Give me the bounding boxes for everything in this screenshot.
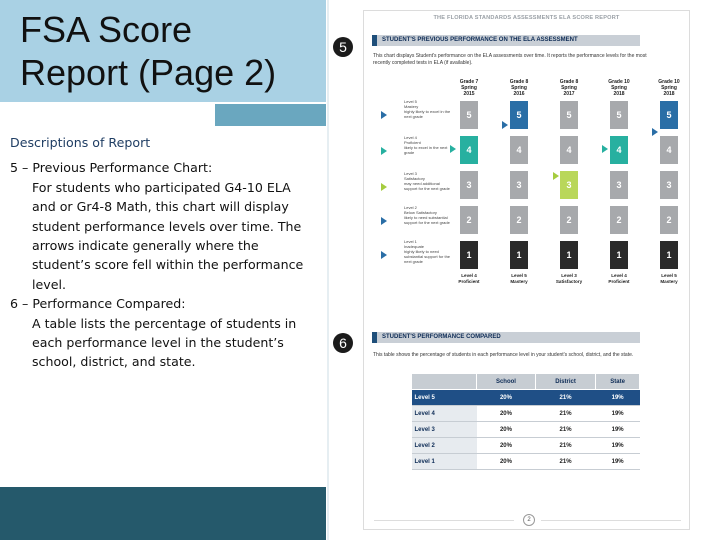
col-head-3: Grade 8 Spring 2017 xyxy=(559,79,579,97)
cell-c3-l1: 1 xyxy=(560,241,578,269)
table-row: Level 2 20% 21% 19% xyxy=(412,438,640,454)
marker-icon-c3 xyxy=(553,172,559,180)
item6-heading: 6 – Performance Compared: xyxy=(10,296,186,312)
col-district: District xyxy=(535,374,595,390)
slide-title xyxy=(20,8,276,94)
item5-text: For students who participated G4-10 ELA and or Gr4-8 Math, this chart will display student performance levels over time. The arrows indicate generally where the student’s score fell within the performance level. xyxy=(32,179,304,292)
cell-c2-l4: 4 xyxy=(510,136,528,164)
section6-badge: 6 xyxy=(333,333,353,353)
cell-c3-l5: 5 xyxy=(560,101,578,129)
arrow-icon-level2 xyxy=(381,217,387,225)
section5-title-bar xyxy=(372,35,640,46)
footer-c1: Level 4 Proficient xyxy=(458,273,480,284)
cell-c1-l4: 4 xyxy=(460,136,478,164)
table-header-row xyxy=(412,374,640,390)
performance-compared-table xyxy=(411,373,640,470)
cell-c4-l5: 5 xyxy=(610,101,628,129)
cell-c4-l4: 4 xyxy=(610,136,628,164)
cell-c1-l1: 1 xyxy=(460,241,478,269)
section6-title: STUDENT'S PERFORMANCE COMPARED xyxy=(382,334,501,340)
divider xyxy=(327,0,329,540)
cell-c5-l1: 1 xyxy=(660,241,678,269)
title-panel xyxy=(0,0,326,102)
cell-c2-l5: 5 xyxy=(510,101,528,129)
cell-c2-l3: 3 xyxy=(510,171,528,199)
footer-c4: Level 4 Proficient xyxy=(608,273,630,284)
score-report-page xyxy=(363,10,690,530)
arrow-icon-level4 xyxy=(381,147,387,155)
level2-label: Level 2 Below Satisfactory likely to need substantial support for the next grade xyxy=(404,205,450,225)
cell-c2-l2: 2 xyxy=(510,206,528,234)
cell-c1-l3: 3 xyxy=(460,171,478,199)
col-school: School xyxy=(477,374,536,390)
col-head-1: Grade 7 Spring 2015 xyxy=(459,79,479,97)
cell-c4-l3: 3 xyxy=(610,171,628,199)
cell-c5-l5: 5 xyxy=(660,101,678,129)
section6-title-bar xyxy=(372,332,640,343)
cell-c2-l1: 1 xyxy=(510,241,528,269)
marker-icon-c2 xyxy=(502,121,508,129)
marker-icon-c4 xyxy=(602,145,608,153)
level1-label: Level 1 Inadequate highly likely to need substantial support for the next grade xyxy=(404,239,451,264)
item5-heading: 5 – Previous Performance Chart: xyxy=(10,160,213,176)
cell-c3-l4: 4 xyxy=(560,136,578,164)
cell-c5-l2: 2 xyxy=(660,206,678,234)
col-head-5: Grade 10 Spring 2018 xyxy=(658,79,680,97)
cell-c1-l2: 2 xyxy=(460,206,478,234)
cell-c5-l3: 3 xyxy=(660,171,678,199)
footer-bar xyxy=(0,487,326,540)
cell-c3-l3: 3 xyxy=(560,171,578,199)
slide-title-line1: FSA Score xyxy=(20,9,193,50)
section6-description: This table shows the percentage of students in each performance level in your student's school, district, and the state. xyxy=(373,352,634,358)
cell-c1-l5: 5 xyxy=(460,101,478,129)
section5-badge: 5 xyxy=(333,37,353,57)
section5-description: This chart displays Student's performance on the ELA assessments over time. It reports the performance levels for the most recently completed tests in ELA (if available). xyxy=(373,53,647,66)
marker-icon-c5 xyxy=(652,128,658,136)
level5-label: Level 5 Mastery highly likely to excel in the next grade xyxy=(404,99,451,119)
cell-c4-l2: 2 xyxy=(610,206,628,234)
arrow-icon-level1 xyxy=(381,251,387,259)
cell-c4-l1: 1 xyxy=(610,241,628,269)
slide-body xyxy=(10,133,310,372)
page-number: 2 xyxy=(523,514,535,526)
footer-c3: Level 3 Satisfactory xyxy=(555,273,583,284)
level3-label: Level 3 Satisfactory may need additional support for the next grade xyxy=(404,171,450,191)
title-accent-strip xyxy=(0,104,326,126)
accent-block xyxy=(215,104,326,126)
report-header: THE FLORIDA STANDARDS ASSESSMENTS ELA SCORE REPORT xyxy=(433,15,620,21)
table-row: Level 5 20% 21% 19% xyxy=(412,390,640,406)
table-row: Level 3 20% 21% 19% xyxy=(412,422,640,438)
marker-icon-c1 xyxy=(450,145,456,153)
footer-c2: Level 5 Mastery xyxy=(510,273,528,284)
col-state: State xyxy=(596,374,640,390)
arrow-icon-level3 xyxy=(381,183,387,191)
table-row: Level 4 20% 21% 19% xyxy=(412,406,640,422)
footer-c5: Level 5 Mastery xyxy=(660,273,678,284)
cell-c5-l4: 4 xyxy=(660,136,678,164)
table-row: Level 1 20% 21% 19% xyxy=(412,454,640,470)
arrow-icon-level5 xyxy=(381,111,387,119)
item6-text: A table lists the percentage of students in each performance level in the student’s school, district, and state. xyxy=(32,315,297,370)
cell-c3-l2: 2 xyxy=(560,206,578,234)
col-head-2: Grade 8 Spring 2016 xyxy=(509,79,529,97)
slide-title-line2: Report (Page 2) xyxy=(20,52,277,93)
descriptions-heading: Descriptions of Report xyxy=(10,135,151,150)
col-head-4: Grade 10 Spring 2018 xyxy=(608,79,630,97)
section5-title: STUDENT'S PREVIOUS PERFORMANCE ON THE ELA ASSESSMENT xyxy=(382,37,578,43)
level4-label: Level 4 Proficient likely to excel in the next grade xyxy=(404,135,448,155)
